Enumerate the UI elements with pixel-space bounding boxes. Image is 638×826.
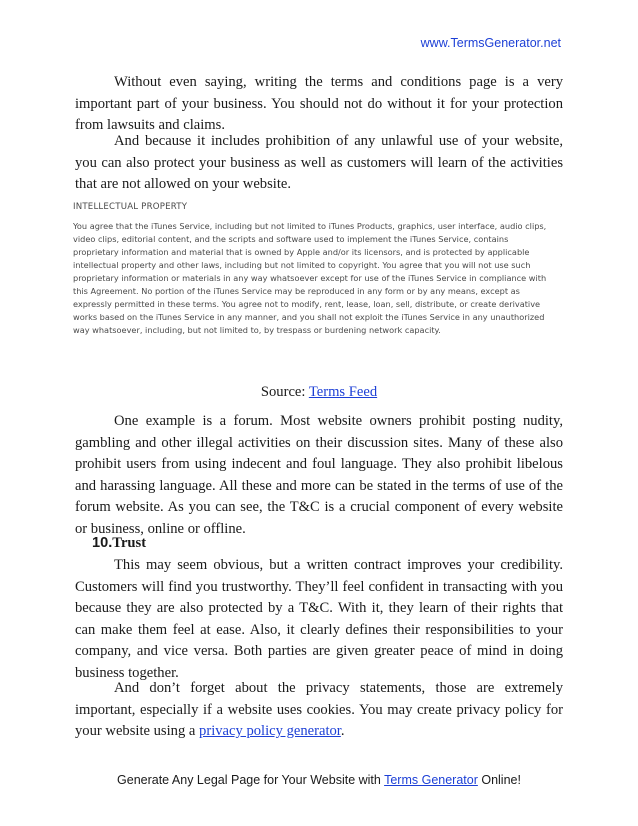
- footer-suffix: Online!: [477, 773, 521, 787]
- intellectual-property-excerpt-image: [67, 197, 553, 373]
- section-heading-trust: [92, 535, 146, 552]
- paragraph-prohibition: [75, 131, 563, 196]
- footer-terms-generator-link[interactable]: Terms Generator: [384, 773, 478, 787]
- excerpt-title: INTELLECTUAL PROPERTY: [73, 202, 188, 212]
- page-footer: [0, 773, 638, 787]
- figure-caption: [0, 384, 638, 401]
- section-title: Trust: [112, 535, 147, 551]
- paragraph-text: This may seem obvious, but a written contract improves your credibility. Customers will find you trustworthy. They’ll feel confident in transacting with you because they are also protected by a T&C. With it, they learn of their rights that can make them feel at ease. Also, it clearly defines their responsibilities to your company, and vice versa. Both parties are given greater peace of mind in doing business together.: [75, 557, 563, 681]
- paragraph-text: Without even saying, writing the terms and conditions page is a very important part of your business. You should not do without it for your protection from lawsuits and claims.: [75, 74, 563, 133]
- paragraph-text-start: And don’t forget about the privacy statements, those are extremely important, especially if a website uses cookies. You may create privacy policy for your website using a: [75, 680, 563, 739]
- header-url-link[interactable]: www.TermsGenerator.net: [420, 36, 561, 50]
- paragraph-text-end: .: [340, 723, 345, 739]
- privacy-policy-generator-link[interactable]: privacy policy generator: [199, 723, 341, 739]
- paragraph-forum-example: [75, 411, 563, 540]
- excerpt-body: You agree that the iTunes Service, including but not limited to iTunes Products, graphics, user interface, audio clips, video clips, editorial content, and the scripts and software used to implement the iTunes Service, contains proprietary information and material that is owned by Apple and/or its licensors, and is protected by applicable intellectual property and other laws, including but not limited to copyright. You agree that you will not use such proprietary information or materials in any way whatsoever except for use of the iTunes Service in compliance with this Agreement. No portion of the iTunes Service may be reproduced in any form or by any means, except as expressly permitted in these terms. You agree not to modify, rent, lease, loan, sell, distribute, or create derivative works based on the iTunes Service in any manner, and you shall not exploit the iTunes Service in any unauthorized way whatsoever, including, but not limited to, by trespass or burdening network capacity.: [73, 221, 547, 335]
- caption-source-link[interactable]: Terms Feed: [308, 384, 378, 400]
- paragraph-privacy: [75, 678, 563, 743]
- paragraph-intro: [75, 72, 563, 137]
- paragraph-trust: [75, 555, 563, 684]
- paragraph-text: [75, 678, 563, 743]
- section-number: 10.: [92, 535, 113, 551]
- paragraph-text: And because it includes prohibition of any unlawful use of your website, you can also protect your business as well as customers will learn of the activities that are not allowed on your website.: [75, 133, 563, 192]
- paragraph-text: One example is a forum. Most website owners prohibit posting nudity, gambling and other illegal activities on their discussion sites. Many of these also prohibit users from using indecent and foul language. They also prohibit libelous and harassing language. All these and more can be stated in the terms of use of the forum website. As you can see, the T&C is a crucial component of every website or business, online or offline.: [75, 413, 563, 537]
- footer-prefix: Generate Any Legal Page for Your Website with: [117, 773, 385, 787]
- caption-prefix: Source:: [260, 384, 309, 400]
